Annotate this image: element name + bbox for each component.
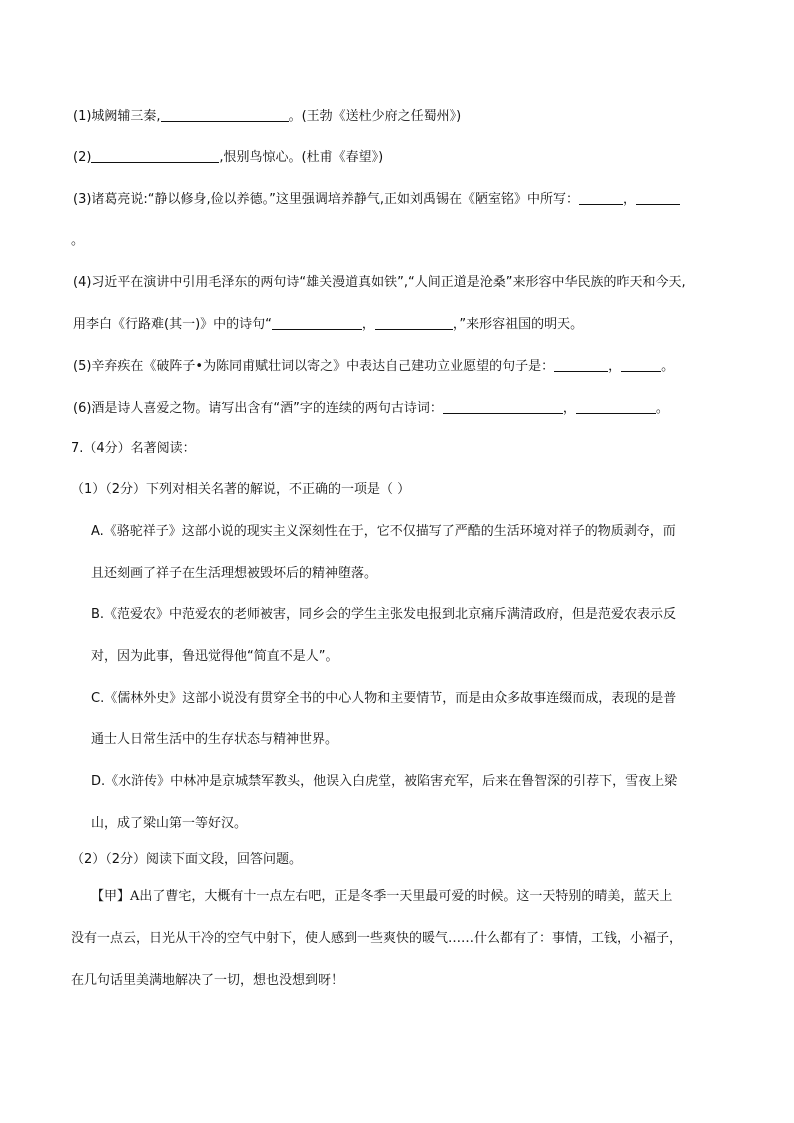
option-a-line2: 且还刻画了祥子在生活理想被毁坏后的精神堕落。 xyxy=(91,566,378,581)
question-4-mid: ， xyxy=(361,317,375,332)
answer-blank[interactable] xyxy=(272,315,362,330)
passage-line3: 在几句话里美满地解决了一切，想也没想到呀！ xyxy=(71,973,345,988)
question-3-text: (3)诸葛亮说:“静以修身,俭以养德。”这里强调培养静气,正如刘禹锡在《陋室铭》中所写： xyxy=(73,192,580,207)
answer-blank[interactable] xyxy=(579,190,623,205)
option-d-line2: 山，成了梁山第一等好汉。 xyxy=(91,816,248,831)
question-4-line1: (4)习近平在演讲中引用毛泽东的两句诗“雄关漫道真如铁”,“人间正道是沧桑”来形容中华民族的昨天和今天, xyxy=(73,275,686,290)
question-3-end: 。 xyxy=(71,233,85,248)
answer-blank[interactable] xyxy=(375,315,453,330)
question-5-comma: ， xyxy=(608,359,622,374)
question-6 xyxy=(73,399,669,418)
option-a-line1: A.《骆驼祥子》这部小说的现实主义深刻性在于，它不仅描写了严酷的生活环境对祥子的物质剥夺，而 xyxy=(91,524,676,539)
option-c-line1: C.《儒林外史》这部小说没有贯穿全书的中心人物和主要情节，而是由众多故事连缀而成，表现的是普 xyxy=(91,691,677,706)
question-4-suffix: ，”来形容祖国的明天。 xyxy=(452,317,584,332)
question-5-text: (5)辛弃疾在《破阵子•为陈同甫赋壮词以寄之》中表达自己建功立业愿望的句子是： xyxy=(73,359,555,374)
question-6-text: (6)酒是诗人喜爱之物。请写出含有“酒”字的连续的两句古诗词： xyxy=(73,401,443,416)
answer-blank[interactable] xyxy=(621,357,661,372)
question-6-end: 。 xyxy=(655,401,669,416)
answer-blank[interactable] xyxy=(576,399,656,414)
answer-blank[interactable] xyxy=(554,357,608,372)
passage-line2: 没有一点云，日光从干冷的空气中射下，使人感到一些爽快的暖气……什么都有了：事情，工钱，小褔子， xyxy=(71,931,683,946)
option-c-line2: 通士人日常生活中的生存状态与精神世界。 xyxy=(91,732,339,747)
answer-blank[interactable] xyxy=(636,190,680,205)
section-7-heading: 7.（4分）名著阅读： xyxy=(71,441,196,456)
option-d-line1: D.《水浒传》中林冲是京城禁军教头，他误入白虎堂，被陷害充军，后来在鲁智深的引荐下，雪夜上梁 xyxy=(91,774,678,789)
question-2-prefix: (2) xyxy=(73,150,92,165)
sub1-heading: （1）（2分）下列对相关名著的解说，不正确的一项是（ ） xyxy=(71,482,411,497)
answer-blank[interactable] xyxy=(443,399,563,414)
question-1-prefix: (1)城阙辅三秦, xyxy=(73,109,161,124)
question-1-suffix: 。(王勃《送杜少府之任蜀州》) xyxy=(288,109,462,124)
question-2 xyxy=(73,148,383,167)
question-5 xyxy=(73,357,674,376)
option-b-line2: 对，因为此事，鲁迅觉得他“简直不是人”。 xyxy=(91,649,339,664)
question-1 xyxy=(73,107,461,126)
question-4-line2 xyxy=(73,315,583,334)
answer-blank[interactable] xyxy=(161,107,289,122)
question-5-end: 。 xyxy=(661,359,675,374)
question-2-suffix: ,恨别鸟惊心。(杜甫《春望》) xyxy=(219,150,384,165)
option-b-line1: B.《范爱农》中范爱农的老师被害，同乡会的学生主张发电报到北京痛斥满清政府，但是范爱农表示反 xyxy=(91,607,677,622)
question-4-prefix: 用李白《行路难(其一)》中的诗句“ xyxy=(73,317,272,332)
question-6-comma: ， xyxy=(562,401,576,416)
sub2-heading: （2）（2分）阅读下面文段，回答问题。 xyxy=(71,852,303,867)
question-3 xyxy=(73,190,680,209)
passage-line1: 【甲】A出了曹宅，大概有十一点左右吧，正是冬季一天里最可爱的时候。这一天特别的晴美，蓝天上 xyxy=(91,889,673,904)
answer-blank[interactable] xyxy=(91,148,219,163)
question-3-comma: ， xyxy=(623,192,637,207)
